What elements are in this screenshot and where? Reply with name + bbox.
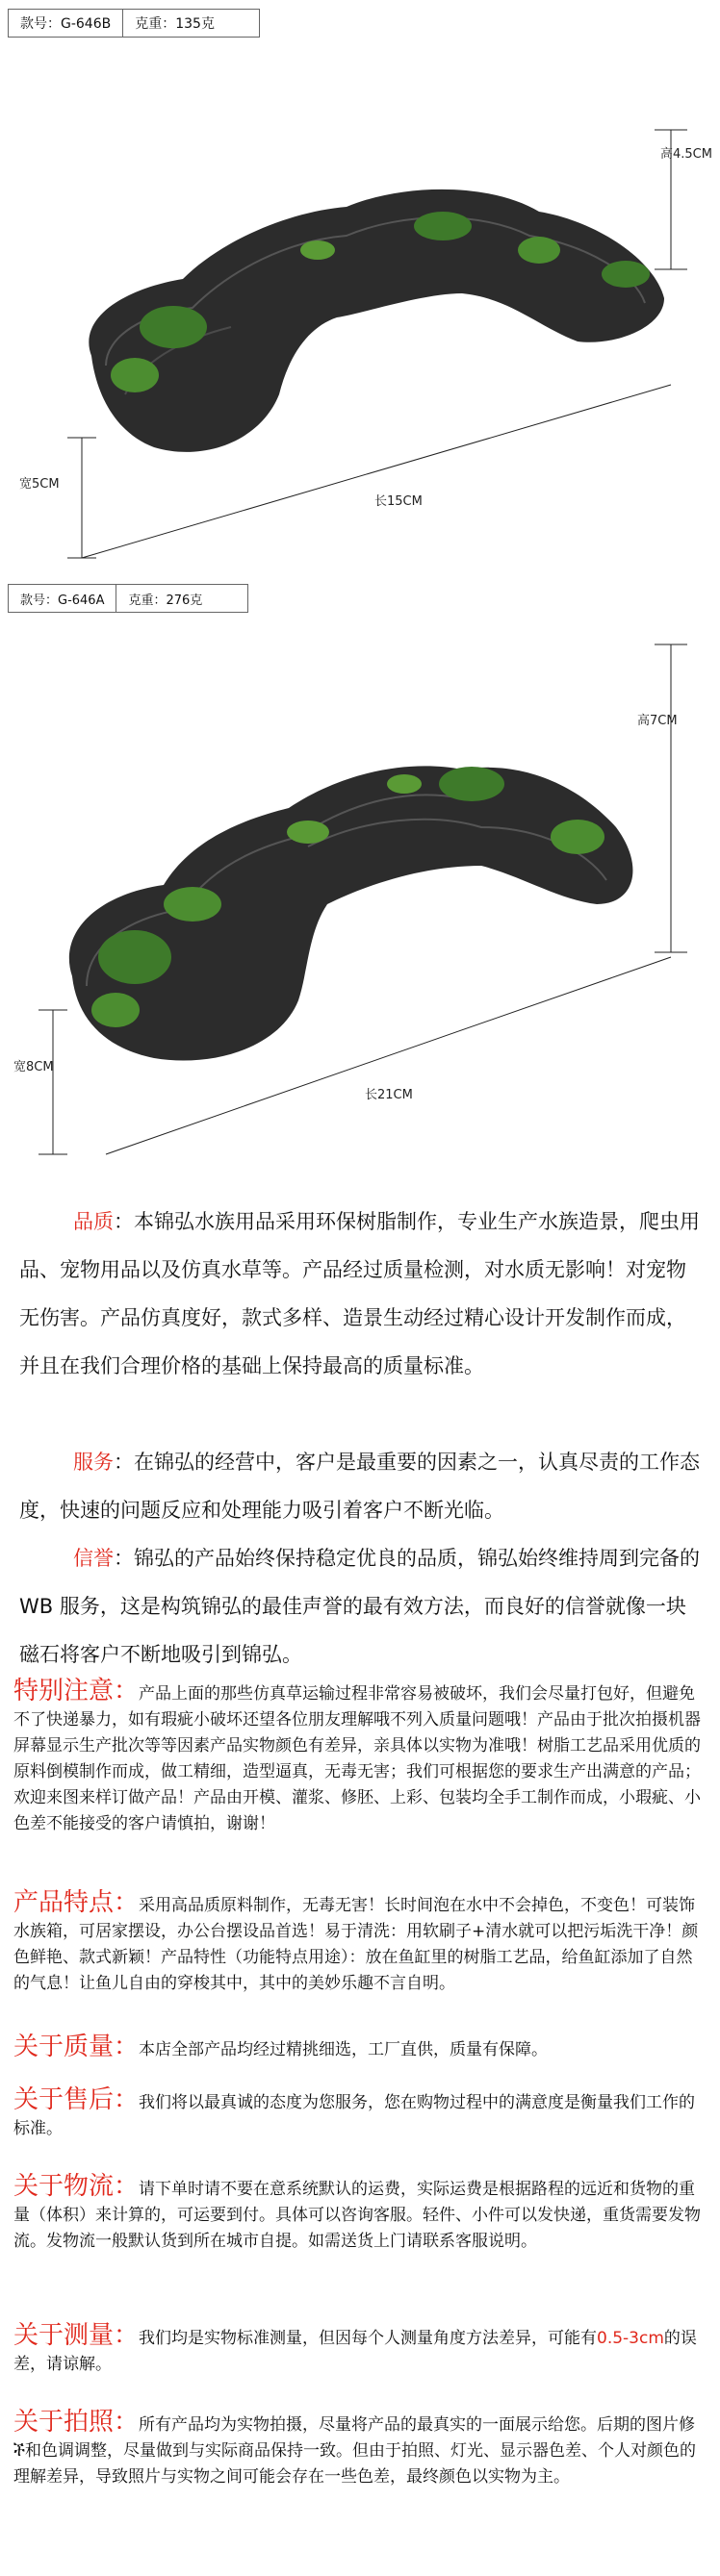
note-title: 关于拍照： [13,2408,140,2437]
note-title: 关于质量： [13,2033,140,2061]
note-text: 我们将以最真诚的态度为您服务，您在购物过程中的满意度是衡量我们工作的标准。 [13,2093,696,2138]
product-b-diagram [0,616,720,1193]
height-label: 高7CM [637,714,678,728]
note-features [13,1890,705,1997]
intro-quality: 品质：本锦弘水族用品采用环保树脂制作，专业生产水族造景，爬虫用品、宠物用品以及仿真水草等。产品经过质量检测，对水质无影响！对宠物无伤害。产品仿真度好，款式多样、造景生动经过精心设计开发制作而成，并且在我们合理价格的基础上保持最高的质量标准。 [19,1210,700,1377]
note-title: 产品特点： [13,1888,140,1917]
intro-title: 品质 [73,1210,114,1233]
spec-box-b [8,584,248,613]
intro-reputation: 信誉：锦弘的产品始终保持稳定优良的品质，锦弘始终维持周到完备的 WB 服务，这是构筑锦弘的最佳声誉的最有效方法，而良好的信誉就像一块磁石将客户不断地吸引到锦弘。 [19,1547,700,1666]
note-title: 关于测量： [13,2321,140,2350]
intro-service: 服务：在锦弘的经营中，客户是最重要的因素之一，认真尽责的工作态度，快速的问题反应和处理能力吸引着客户不断光临。 [19,1451,700,1522]
note-title: 关于物流： [13,2172,140,2201]
note-text: 的误差，请谅解。 [13,2329,697,2374]
product-a-diagram [0,38,720,577]
note-text: 所有产品均为实物拍摄，尽量将产品的最真实的一面展示给您。后期的图片修ች和色调调整，尽量做到与实际商品保持一致。但由于拍照、灯光、显示器色差、个人对颜色的理解差异，导致照片与实物之间可能会存在一些色差，最终颜色以实物为主。 [13,2415,697,2487]
weight: 克重：135克 [135,16,215,32]
note-photos [13,2410,705,2490]
intro-title: 信誉 [73,1547,114,1570]
note-text: 产品上面的那些仿真草运输过程非常容易被破坏，我们会尽量打包好，但避免不了快递暴力，如有瑕疵小破坏还望各位朋友理解哦不列入质量问题哦！产品由于批次拍摄机器屏幕显示生产批次等等因素产品实物颜色有差异，亲具体以实物为准哦！树脂工艺品采用优质的原料倒模制作而成，做工精细，造型逼真，无毒无害；我们可根据您的要求生产出满意的产品；欢迎来图来样订做产品！产品由开模、灌浆、修胚、上彩、包装均全手工制作而成，小瑕疵、小色差不能接受的客户请慎拍，谢谢！ [13,1684,701,1833]
note-text: 本店全部产品均经过精挑细选，工厂直供，质量有保障。 [139,2040,549,2059]
note-special [13,1679,705,1837]
model-number: 款号：G-646A [20,593,105,608]
spec-box-a [8,9,260,38]
intro-title: 服务 [73,1451,114,1474]
intro-text: 锦弘的产品始终保持稳定优良的品质，锦弘始终维持周到完备的 WB 服务，这是构筑锦弘的最佳声誉的最有效方法，而良好的信誉就像一块磁石将客户不断地吸引到锦弘。 [19,1547,700,1666]
note-title: 特别注意： [13,1677,140,1705]
intro-text: 本锦弘水族用品采用环保树脂制作，专业生产水族造景，爬虫用品、宠物用品以及仿真水草等。产品经过质量检测，对水质无影响！对宠物无伤害。产品仿真度好，款式多样、造景生动经过精心设计开发制作而成，并且在我们合理价格的基础上保持最高的质量标准。 [19,1210,700,1377]
note-logistics [13,2174,705,2255]
note-text: 请下单时请不要在意系统默认的运费，实际运费是根据路程的远近和货物的重量（体积）来计算的，可运要到付。具体可以咨询客服。轻件、小件可以发快递，重货需要发物流。发物流一般默认货到所在城市自提。如需送货上门请联系客服说明。 [13,2180,701,2251]
note-text: 我们均是实物标准测量，但因每个人测量角度方法差异，可能有 [139,2329,598,2348]
intro-text: 在锦弘的经营中，客户是最重要的因素之一，认真尽责的工作态度，快速的问题反应和处理能力吸引着客户不断光临。 [19,1451,700,1522]
note-text: 采用高品质原料制作，无毒无害！长时间泡在水中不会掉色，不变色！可装饰水族箱，可居家摆设，办公台摆设品首选！易于清洗：用软刷子+清水就可以把污垢洗干净！颜色鲜艳、款式新颖！产品特性（功能特点用途）：放在鱼缸里的树脂工艺品，给鱼缸添加了自然的气息！让鱼儿自由的穿梭其中，其中的美妙乐趣不言自明。 [13,1896,699,1993]
length-label: 长15CM [374,494,423,509]
width-label: 宽8CM [13,1060,54,1074]
weight: 克重：276克 [128,593,203,608]
measure-tolerance: 0.5-3cm [597,2329,664,2348]
note-aftersales [13,2087,705,2142]
width-label: 宽5CM [19,477,60,492]
length-label: 长21CM [365,1088,413,1102]
note-measure [13,2323,705,2378]
height-label: 高4.5CM [660,147,712,162]
note-title: 关于售后： [13,2085,140,2114]
note-quality [13,2034,705,2063]
model-number: 款号：G-646B [20,16,112,32]
